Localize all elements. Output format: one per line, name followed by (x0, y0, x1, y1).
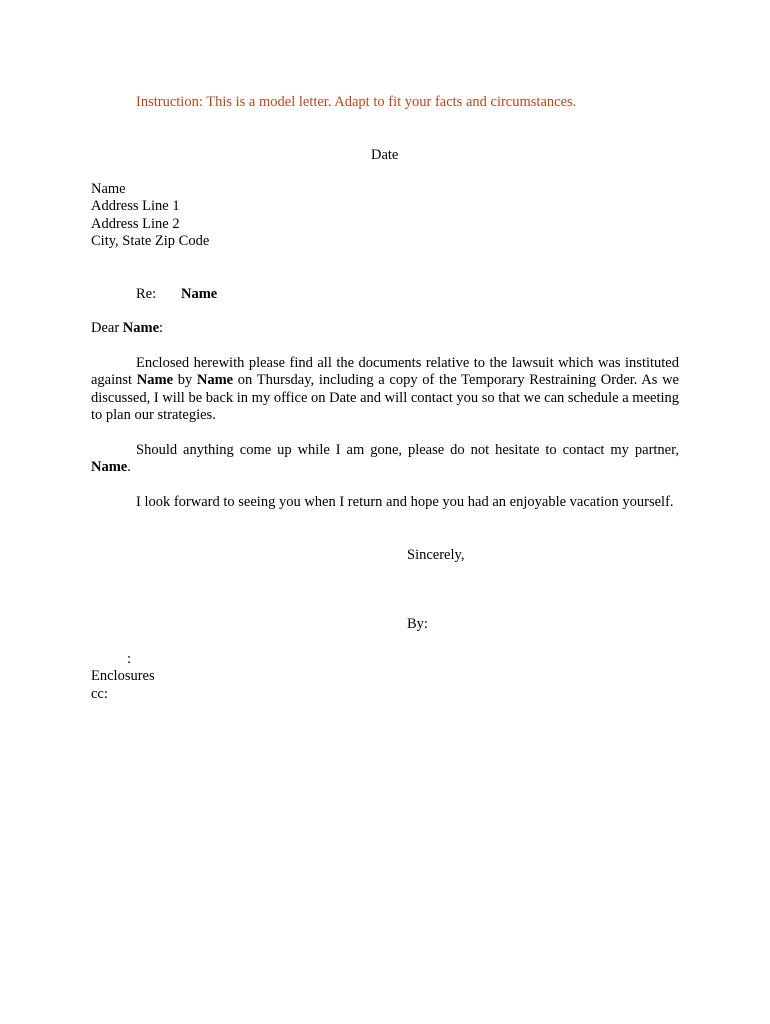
p2-text-2: . (127, 459, 131, 476)
salutation-suffix: : (159, 320, 164, 336)
body-paragraph-3 (91, 494, 679, 511)
p2-text-1: Should anything come up while I am gone, please do not hesitate to contact my partner, (136, 442, 679, 458)
closing: Sincerely, (407, 547, 465, 563)
p1-text-3: on Thursday, including a copy of the Temporary Restraining Order. As we discussed, I will be back in my office on Date and will contact you so that we can schedule a meeting to plan our strategies. (91, 372, 680, 424)
re-label: Re: (136, 286, 157, 302)
p1-text-1: Enclosed herewith please find all the documents relative to the lawsuit which was instituted against (91, 355, 679, 389)
recipient-name: Name (91, 181, 126, 197)
body-paragraph-2 (91, 442, 679, 477)
signature-by: By: (407, 616, 428, 632)
recipient-address-line-2: Address Line 2 (91, 215, 180, 232)
initials-colon: : (127, 651, 132, 667)
enclosures-note: Enclosures (91, 668, 155, 684)
recipient-address (91, 181, 209, 251)
recipient-address-line-1: Address Line 1 (91, 198, 180, 215)
letter-date: Date (371, 147, 399, 163)
p2-name: Name (91, 459, 128, 476)
cc-note: cc: (91, 686, 108, 702)
p1-text-2: by (173, 372, 197, 389)
salutation (91, 320, 163, 337)
p1-name-1: Name (136, 372, 174, 389)
salutation-name: Name (122, 320, 160, 336)
recipient-city-state-zip: City, State Zip Code (91, 233, 210, 250)
salutation-prefix: Dear (91, 320, 123, 336)
p3-text-1: I look forward to seeing you when I return and hope you had an enjoyable vacation yourself. (136, 494, 674, 510)
re-line (136, 286, 217, 303)
p1-name-2: Name (196, 372, 234, 389)
instruction-note: Instruction: This is a model letter. Adapt to fit your facts and circumstances. (136, 94, 577, 110)
body-paragraph-1 (91, 355, 679, 425)
re-subject: Name (181, 286, 218, 302)
